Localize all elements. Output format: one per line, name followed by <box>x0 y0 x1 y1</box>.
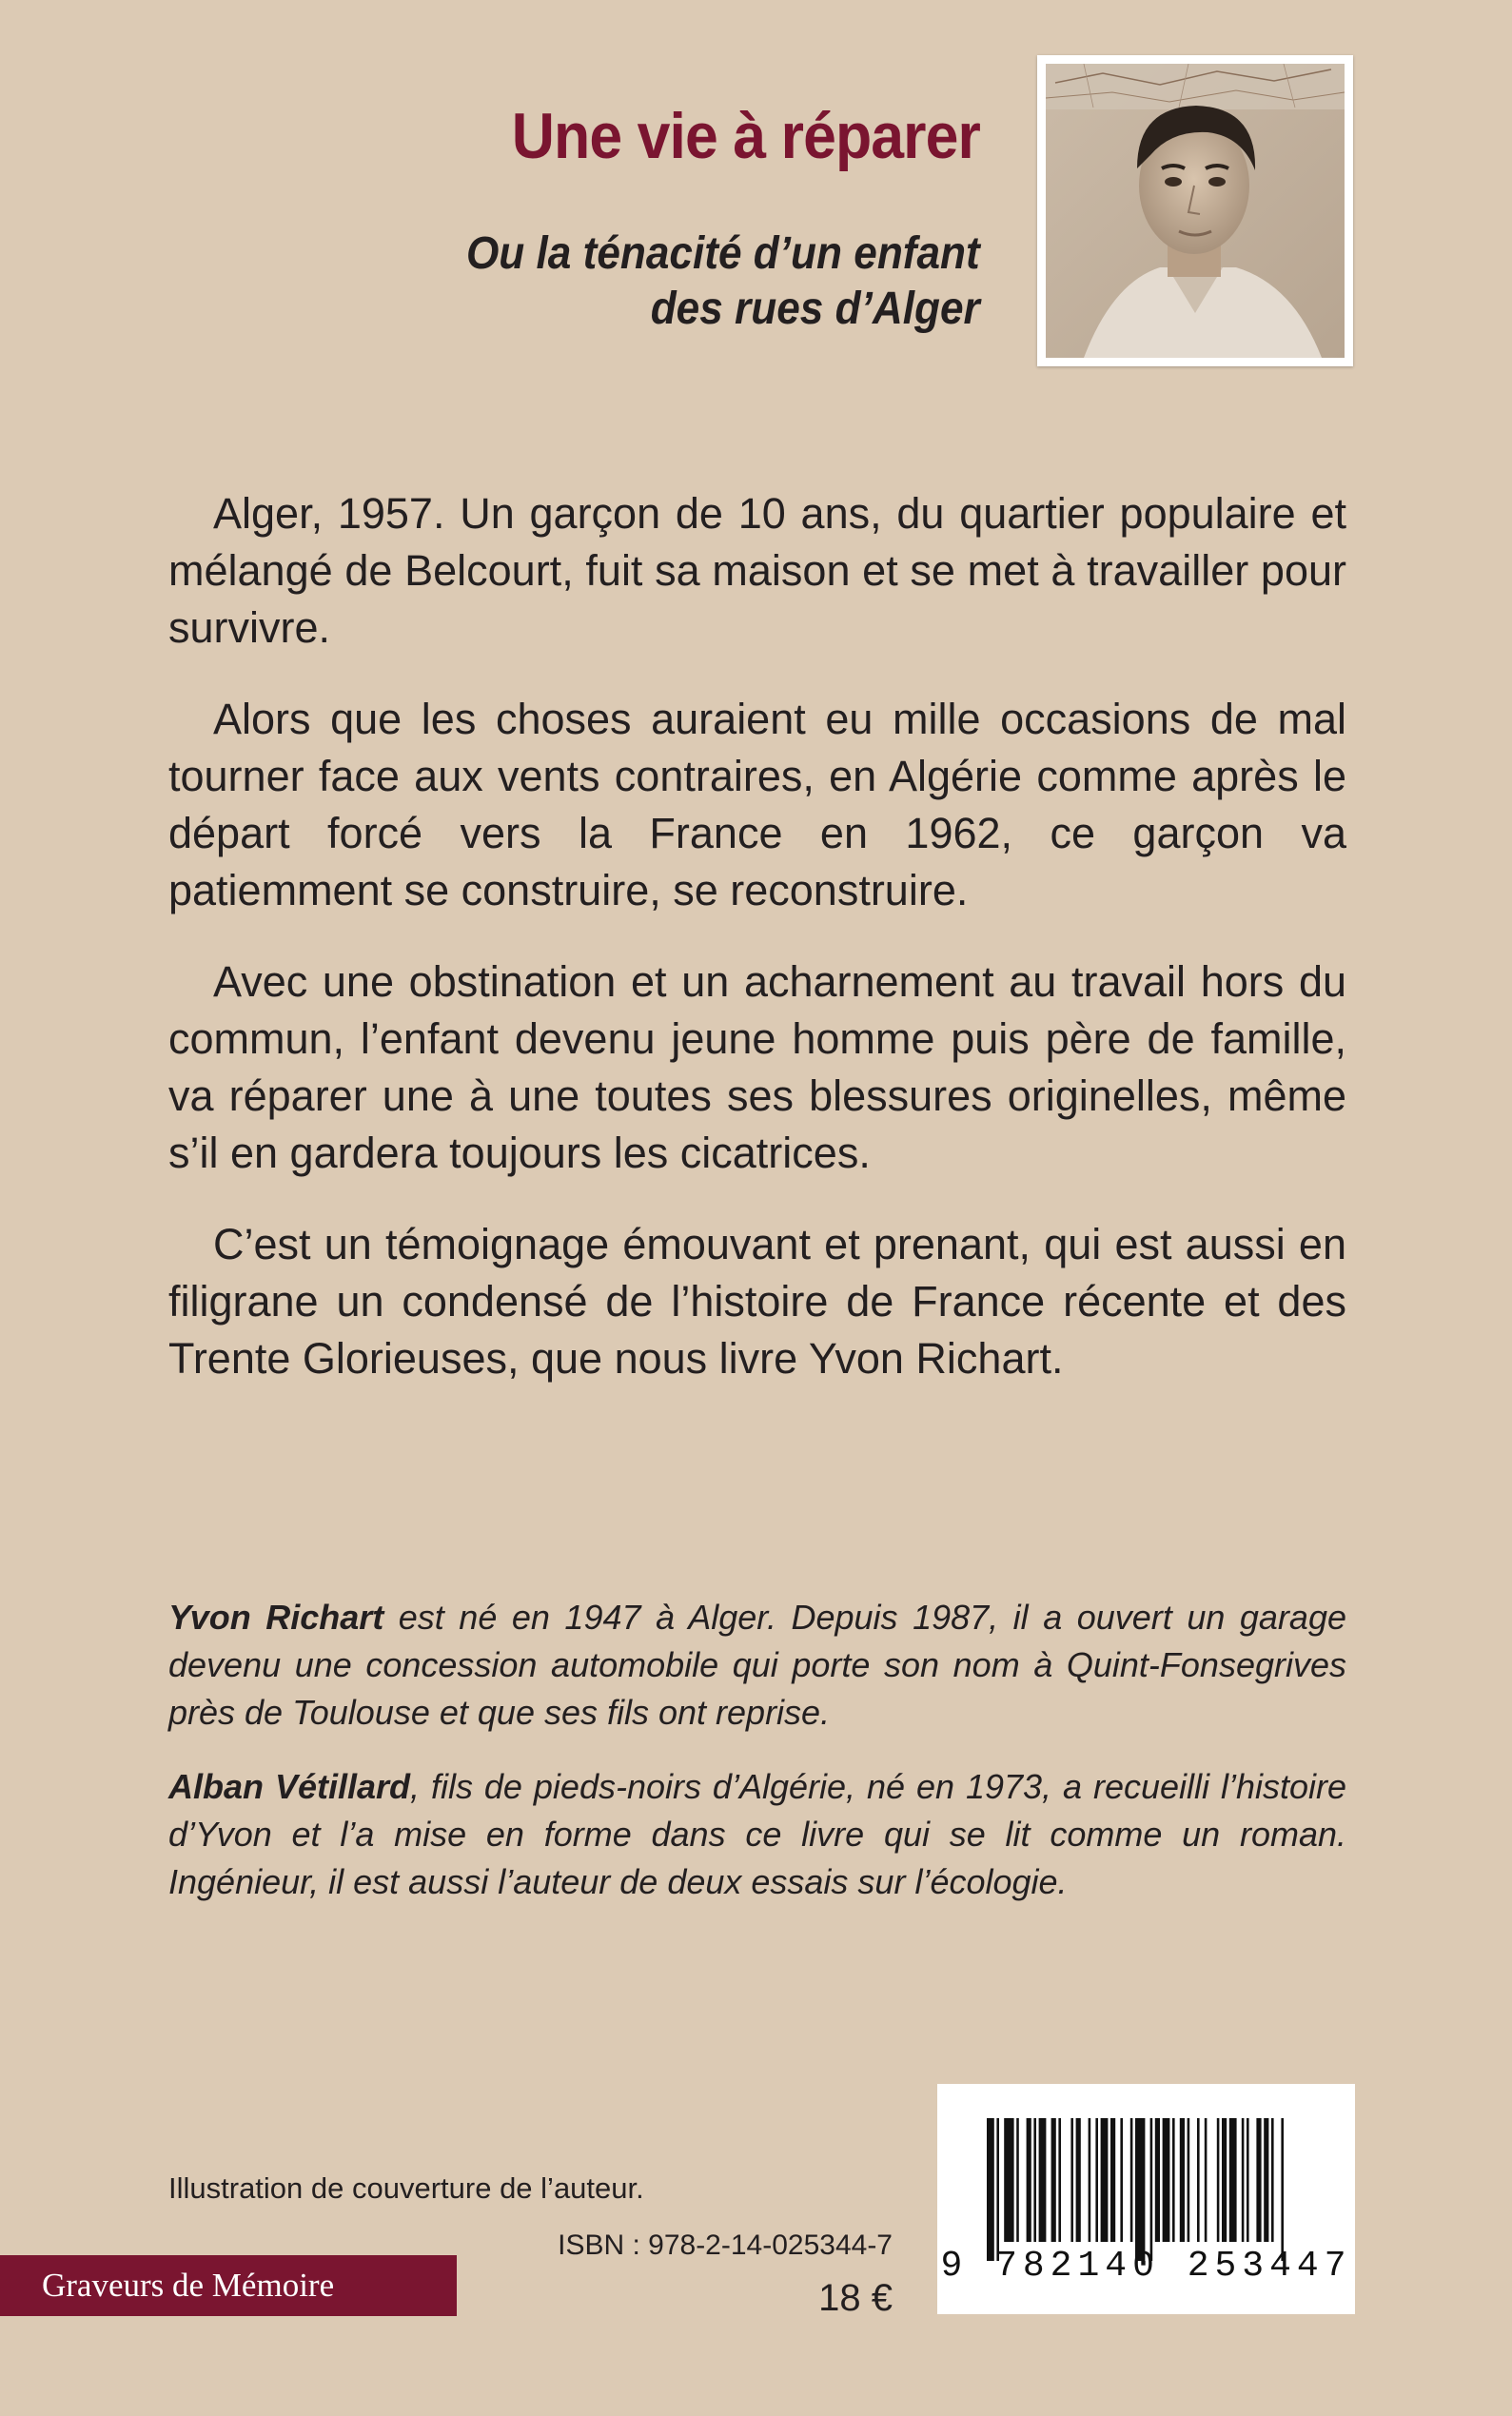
price-text: 18 € <box>818 2277 893 2319</box>
author-1-text: est né en 1947 à Alger. Depuis 1987, il a ouvert un garage devenu une concession automobile qui porte son nom à Quint-Fonsegrives près de Toulouse et que ses fils ont reprise. <box>168 1598 1346 1732</box>
blurb-paragraph: Avec une obstination et un acharnement au travail hors du commun, l’enfant devenu jeune homme puis père de famille, va réparer une à une toutes ses blessures originelles, même s’il en gardera toujours les cicatrices. <box>168 957 1346 1177</box>
barcode-bar <box>1172 2118 1175 2242</box>
barcode-bar <box>1180 2118 1185 2242</box>
author-2-text: , fils de pieds-noirs d’Algérie, né en 1973, a recueilli l’histoire d’Yvon et l’a mise en forme dans ce livre qui se lit comme un roman. Ingénieur, il est aussi l’auteur de deux essais sur l’écologie. <box>168 1767 1347 1901</box>
barcode-bar <box>1222 2118 1227 2242</box>
author-2-name: Alban Vétillard <box>168 1767 411 1806</box>
barcode-bar <box>1016 2118 1019 2242</box>
barcode-bar <box>1163 2118 1170 2242</box>
isbn-text: ISBN : 978-2-14-025344-7 <box>558 2229 893 2261</box>
publisher-banner: Graveurs de Mémoire <box>0 2255 457 2316</box>
barcode-bar <box>1155 2118 1160 2242</box>
author-photo-frame <box>1037 55 1353 366</box>
barcode-bar <box>1264 2118 1268 2242</box>
bio-author-2 <box>168 1763 1346 1906</box>
barcode-bar <box>1070 2118 1073 2242</box>
author-portrait-image <box>1046 64 1345 358</box>
barcode-bar <box>987 2118 994 2261</box>
barcode-bar <box>1247 2118 1249 2242</box>
barcode-bar <box>1242 2118 1245 2242</box>
barcode-bar <box>1089 2118 1091 2242</box>
barcode-bar <box>1033 2118 1036 2242</box>
barcode-digits: 9 782140 253447 <box>940 2246 1352 2287</box>
barcode-bar <box>1217 2118 1220 2242</box>
barcode-bar <box>1256 2118 1261 2242</box>
barcode-bar <box>1150 2118 1153 2261</box>
blurb-paragraph: Alors que les choses auraient eu mille occasions de mal tourner face aux vents contraires, en Algérie comme après le départ forcé vers la France en 1962, ce garçon va patiemment se construire, se reconstruire. <box>168 695 1346 914</box>
barcode <box>937 2084 1355 2314</box>
barcode-bar <box>1004 2118 1013 2242</box>
author-bios <box>168 1594 1346 1933</box>
barcode-bar <box>1130 2118 1133 2242</box>
book-subtitle <box>466 226 980 337</box>
barcode-bar <box>1076 2118 1081 2242</box>
subtitle-line-1: Ou la ténacité d’un enfant <box>466 228 980 279</box>
barcode-bar <box>1101 2118 1109 2242</box>
barcode-bar <box>1197 2118 1200 2242</box>
barcode-bar <box>1051 2118 1056 2242</box>
barcode-bar <box>1188 2118 1190 2242</box>
cover-illustration-credit: Illustration de couverture de l’auteur. <box>168 2171 644 2205</box>
barcode-bar <box>1039 2118 1047 2242</box>
bio-author-1 <box>168 1594 1346 1737</box>
barcode-bar <box>1281 2118 1284 2261</box>
barcode-bar <box>1110 2118 1115 2242</box>
back-cover-blurb <box>168 485 1346 1422</box>
barcode-bar <box>1095 2118 1098 2242</box>
blurb-paragraph: C’est un témoignage émouvant et prenant, qui est aussi en filigrane un condensé de l’histoire de France récente et des Trente Glorieuses, que nous livre Yvon Richart. <box>168 1220 1346 1383</box>
barcode-bar <box>1135 2118 1145 2261</box>
book-title: Une vie à réparer <box>511 100 980 172</box>
blurb-paragraph: Alger, 1957. Un garçon de 10 ans, du quartier populaire et mélangé de Belcourt, fuit sa maison et se met à travailler pour survivre. <box>168 489 1346 652</box>
barcode-bar <box>996 2118 999 2261</box>
barcode-bar <box>1229 2118 1237 2242</box>
author-1-name: Yvon Richart <box>168 1598 384 1637</box>
barcode-bar <box>1205 2118 1208 2242</box>
subtitle-line-2: des rues d’Alger <box>650 284 980 334</box>
barcode-bar <box>1027 2118 1031 2242</box>
barcode-bar <box>1120 2118 1123 2242</box>
barcode-bar <box>1058 2118 1061 2242</box>
barcode-bar <box>1271 2118 1274 2242</box>
